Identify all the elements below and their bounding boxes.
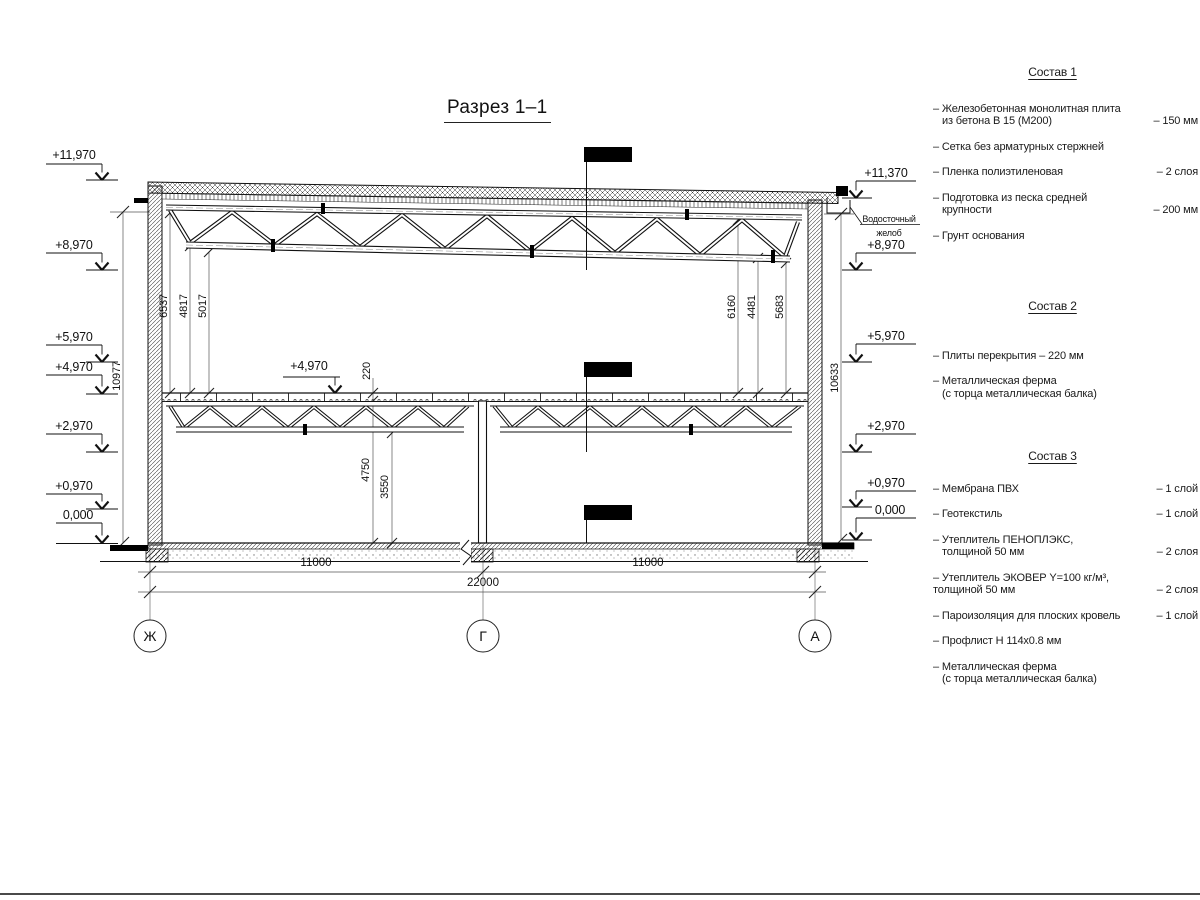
dim-5017: 5017 [197,294,209,318]
composition-1 [933,66,1200,255]
axis-bubble-a: А [810,628,820,644]
elevation-mark-mid [283,377,342,393]
floor-slab [162,393,808,402]
dim-4481: 4481 [746,295,758,319]
drawing-title: Разрез 1–1 [444,97,551,123]
elevation-label-left-8970: +8,970 [55,238,93,252]
roof-slab [148,182,838,209]
dim-11000-left: 11000 [300,557,332,569]
dim-220: 220 [361,362,373,380]
material-item: – Геотекстиль – 1 слой [933,508,1198,520]
elevation-label-right-0000: 0,000 [874,503,906,517]
material-item: – Металлическая ферма (с торца металлическая балка) [933,375,1097,400]
floor-truss-left [166,402,474,436]
dim-11000-right: 11000 [632,557,664,569]
elevation-label-mid-4970: +4,970 [290,359,328,373]
roof-truss [166,203,802,263]
dim-6160: 6160 [726,295,738,319]
material-item: – Утеплитель ПЕНОПЛЭКС, толщиной 50 мм – 2 слоя [933,533,1198,558]
gutter-label-line2: желоб [876,228,902,238]
dim-10977: 10977 [111,361,123,391]
material-item: – Пароизоляция для плоских кровель – 1 слой [933,609,1198,622]
material-item: – Металлическая ферма (с торца металлическая балка) [933,660,1097,685]
composition-3 [933,450,1200,699]
material-item: – Железобетонная монолитная плита из бетона В 15 (М200) – 150 мм [933,102,1198,127]
elevation-label-right-0970: +0,970 [867,476,905,490]
right-wall [808,200,822,545]
elevation-label-right-5970: +5,970 [867,329,905,343]
material-item: – Плиты перекрытия – 220 мм [933,349,1084,362]
material-item: – Подготовка из песка средней крупности – 200 мм [933,191,1198,216]
elevation-label-left-5970: +5,970 [55,330,93,344]
axis-bubble-g: Г [479,628,487,644]
left-parapet-cap [134,198,148,203]
elevation-label-right-2970: +2,970 [867,419,905,433]
dim-3550: 3550 [379,475,391,499]
dim-6537: 6537 [158,294,170,318]
sheet-bottom-border [0,893,1200,895]
dim-22000: 22000 [467,577,499,589]
composition-3-title: Состав 3 [1028,449,1077,463]
composition-2-title: Состав 2 [1028,299,1077,313]
composition-2 [933,300,1200,413]
left-wall [148,186,162,545]
dim-10633: 10633 [829,363,841,393]
composition-1-title: Состав 1 [1028,65,1077,79]
dim-5683: 5683 [774,295,786,319]
ground-slab [100,540,868,565]
center-column [479,401,487,543]
dim-4817: 4817 [178,294,190,318]
axis-bubble-zh: Ж [143,628,157,644]
material-item: – Утеплитель ЭКОВЕР Y=100 кг/м³, толщиной 50 мм – 2 слоя [933,571,1198,596]
elevation-label-left-4970: +4,970 [55,360,93,374]
material-item: – Профлист Н 114х0.8 мм [933,635,1062,647]
material-item: – Мембрана ПВХ – 1 слой [933,482,1198,495]
elevation-label-left-2970: +2,970 [55,419,93,433]
elevation-label-left-0000: 0,000 [62,508,94,522]
elevation-label-left-0970: +0,970 [55,479,93,493]
elevation-label-right-11370: +11,370 [864,166,908,180]
material-item: – Грунт основания [933,229,1025,242]
elevation-label-right-8970: +8,970 [867,238,905,252]
elevation-label-left-11970: +11,970 [52,148,96,162]
floor-truss-right [490,402,804,436]
material-item: – Пленка полиэтиленовая – 2 слоя [933,166,1198,178]
dim-4750: 4750 [360,458,372,482]
gutter-label-line1: Водосточный [862,214,916,224]
material-item: – Сетка без арматурных стержней [933,140,1104,153]
